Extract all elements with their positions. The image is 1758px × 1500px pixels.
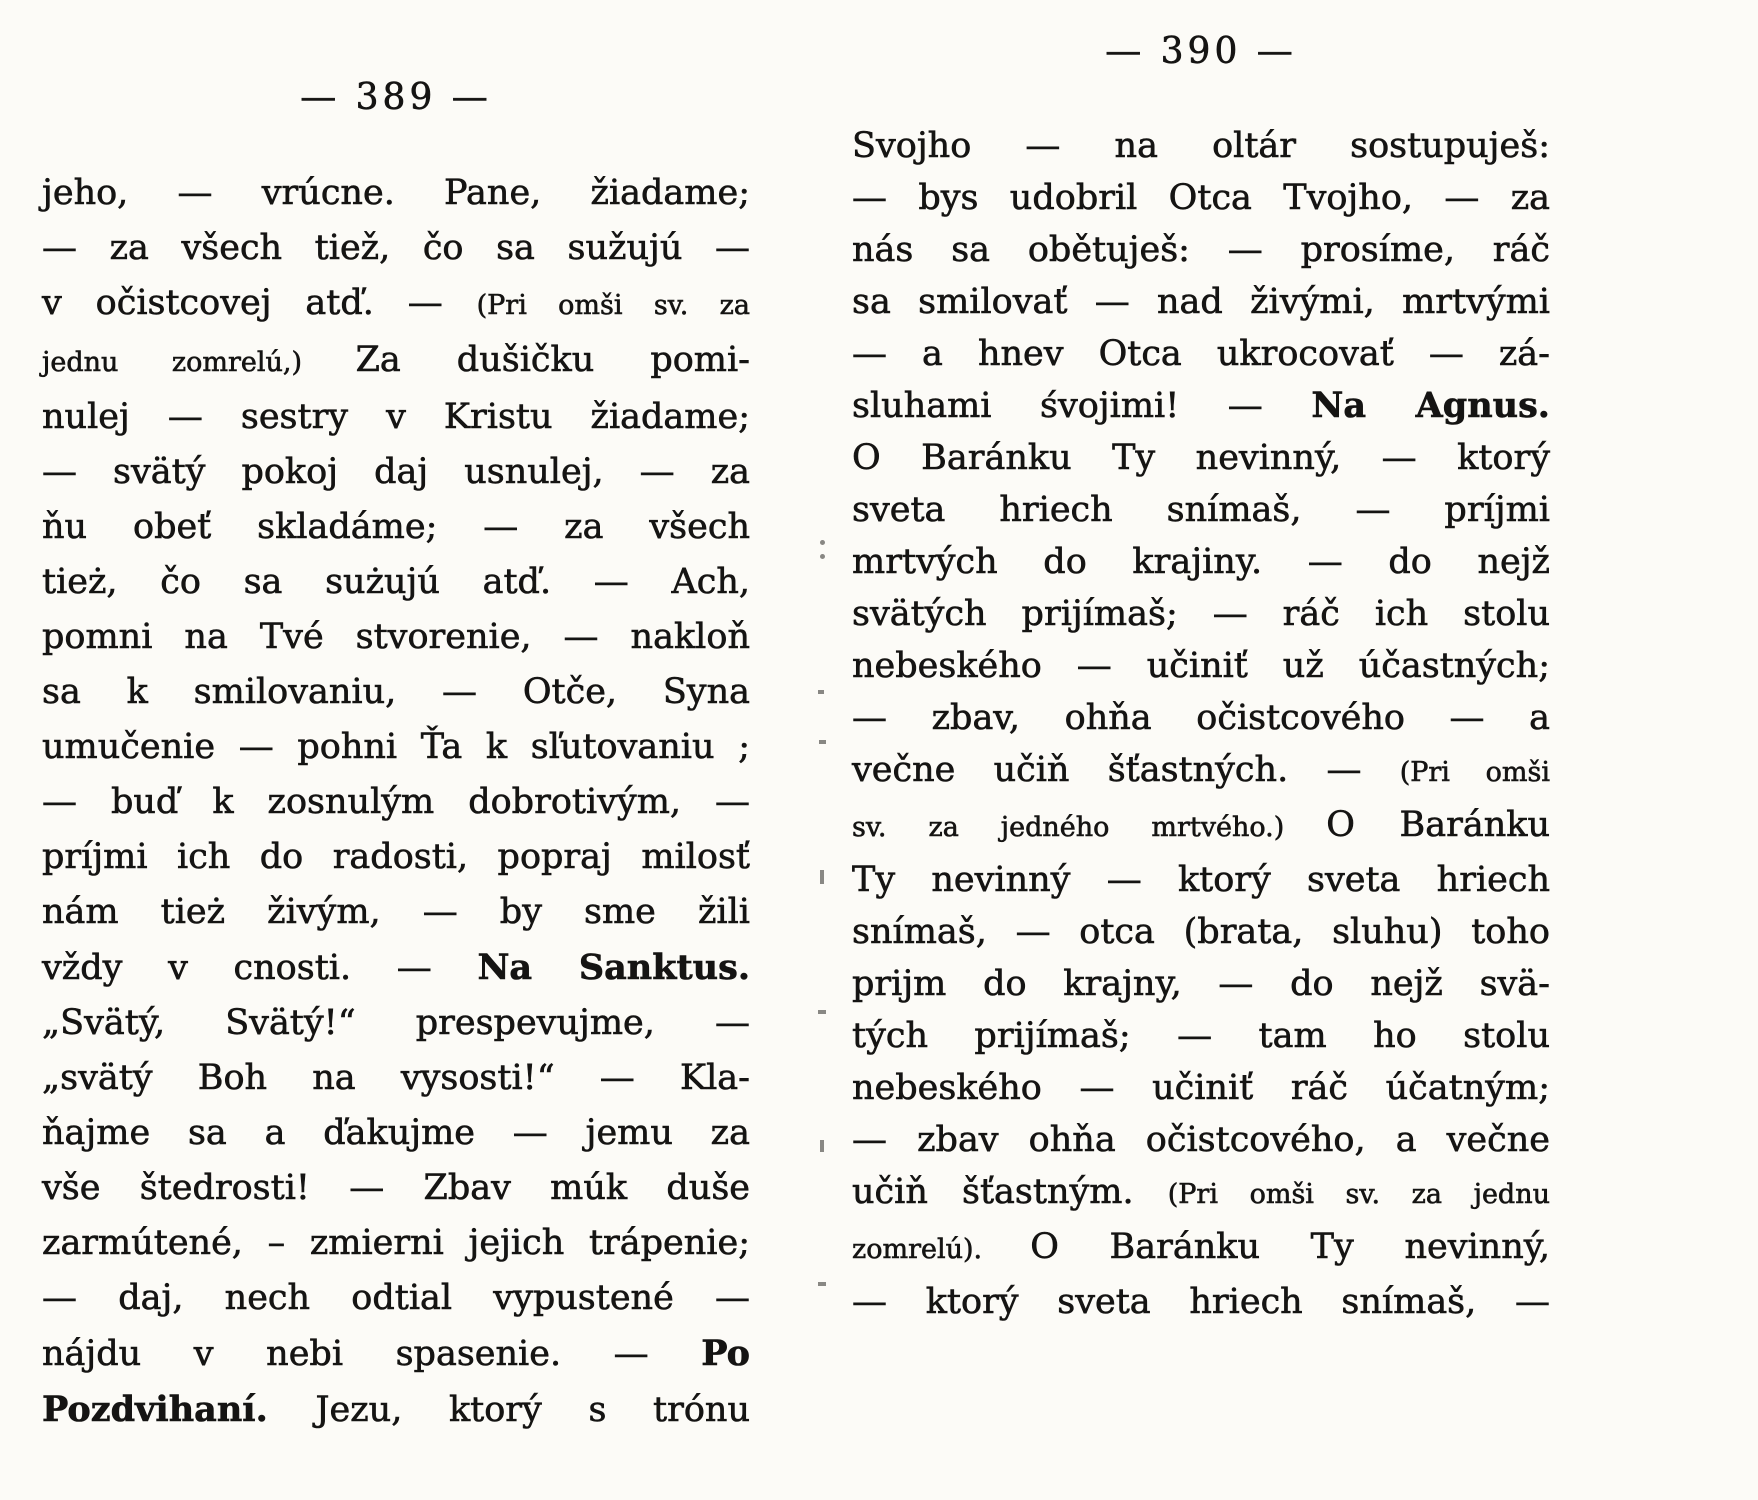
- body-text: jeho, — vrúcne. Pane, žiadame;: [42, 173, 750, 213]
- text-line: [852, 906, 1550, 958]
- text-line: [852, 276, 1550, 328]
- text-line: [852, 958, 1550, 1010]
- rubric-small-text: jednu zomrelú,): [42, 347, 356, 378]
- text-line: [852, 1166, 1550, 1221]
- body-text: O Baránku Ty nevinný,: [1030, 1227, 1550, 1267]
- text-line: [42, 1161, 750, 1216]
- bold-run-in: Na Agnus.: [1311, 385, 1550, 426]
- rubric-small-text: (Pri omši sv. za: [476, 290, 750, 321]
- text-line: [852, 744, 1550, 799]
- text-line: [42, 555, 750, 610]
- text-line: [852, 1062, 1550, 1114]
- text-line: [42, 940, 750, 996]
- bold-run-in: Pozdvihaní.: [42, 1389, 316, 1430]
- text-line: [852, 172, 1550, 224]
- text-line: [42, 1382, 750, 1438]
- text-line: [852, 484, 1550, 536]
- page-389-text-column: [42, 166, 750, 1438]
- text-line: [852, 640, 1550, 692]
- text-line: [852, 799, 1550, 854]
- text-line: [42, 720, 750, 775]
- body-text: — ktorý sveta hriech snímaš, —: [852, 1282, 1550, 1322]
- rubric-small-text: (Pri omši sv. za jednu: [1167, 1179, 1550, 1210]
- text-line: [42, 1326, 750, 1382]
- body-text: príjmi ich do radosti, popraj milosť: [42, 837, 750, 877]
- body-text: nájdu v nebi spasenie. —: [42, 1334, 702, 1374]
- text-line: [852, 536, 1550, 588]
- body-text: nebeského — učiniť už účastných;: [852, 646, 1550, 686]
- text-line: [852, 588, 1550, 640]
- body-text: tých prijímaš; — tam ho stolu: [852, 1016, 1550, 1056]
- text-line: [42, 445, 750, 500]
- body-text: Jezu, ktorý s trónu: [315, 1390, 750, 1430]
- body-text: prijm do krajny, — do nejž svä-: [852, 964, 1550, 1004]
- text-line: [42, 276, 750, 333]
- text-line: [42, 996, 750, 1051]
- text-line: [852, 224, 1550, 276]
- body-text: — za všech tiež, čo sa sužujú —: [42, 228, 750, 268]
- page-number-left: — 389 —: [300, 77, 492, 118]
- text-line: [42, 665, 750, 720]
- body-text: — a hnev Otca ukrocovať — zá-: [852, 334, 1550, 374]
- body-text: sluhami śvojimi! —: [852, 386, 1312, 426]
- body-text: umučenie — pohni Ťa k sľutovaniu ;: [42, 727, 750, 767]
- body-text: — buď k zosnulým dobrotivým, —: [42, 782, 750, 822]
- text-line: [852, 328, 1550, 380]
- body-text: „svätý Boh na vysosti!“ — Kla-: [42, 1058, 750, 1098]
- body-text: nulej — sestry v Kristu žiadame;: [42, 397, 750, 437]
- page-390-text-column: [852, 120, 1550, 1328]
- text-line: [42, 1051, 750, 1106]
- page-number-right: — 390 —: [1105, 31, 1297, 72]
- body-text: vše štedrosti! — Zbav múk duše: [42, 1168, 750, 1208]
- body-text: Ty nevinný — ktorý sveta hriech: [852, 860, 1550, 900]
- body-text: ňu obeť skladáme; — za všech: [42, 507, 750, 547]
- rubric-small-text: (Pri omši: [1399, 757, 1550, 788]
- text-line: [42, 775, 750, 830]
- text-line: [42, 166, 750, 221]
- body-text: zarmútené, – zmierni jejich trápenie;: [42, 1223, 750, 1263]
- text-line: [42, 885, 750, 940]
- text-line: [852, 1010, 1550, 1062]
- text-line: [42, 1106, 750, 1161]
- body-text: O Baránku Ty nevinný, — ktorý: [852, 438, 1550, 478]
- body-text: Svojho — na oltár sostupuješ:: [852, 126, 1550, 166]
- body-text: večne učiň šťastných. —: [852, 750, 1400, 790]
- body-text: v očistcovej atď. —: [42, 283, 477, 323]
- text-line: [42, 333, 750, 390]
- body-text: — zbav, ohňa očistcového — a: [852, 698, 1550, 738]
- text-line: [42, 1271, 750, 1326]
- body-text: ňajme sa a ďakujme — jemu za: [42, 1113, 750, 1153]
- text-line: [852, 1221, 1550, 1276]
- bold-run-in: Po: [701, 1333, 750, 1374]
- body-text: pomni na Tvé stvorenie, — nakloň: [42, 617, 750, 657]
- text-line: [42, 500, 750, 555]
- body-text: nás sa obětuješ: — prosíme, ráč: [852, 230, 1550, 270]
- bold-run-in: Na Sanktus.: [477, 947, 750, 988]
- text-line: [852, 120, 1550, 172]
- text-line: [852, 854, 1550, 906]
- text-line: [42, 1216, 750, 1271]
- scan-gutter-artifacts: [818, 540, 828, 1300]
- text-line: [42, 610, 750, 665]
- body-text: tież, čo sa sużujú atď. — Ach,: [42, 562, 750, 602]
- body-text: sa smilovať — nad živými, mrtvými: [852, 282, 1550, 322]
- body-text: sveta hriech snímaš, — príjmi: [852, 490, 1550, 530]
- text-line: [852, 1276, 1550, 1328]
- page-389: [42, 76, 750, 1438]
- body-text: nebeského — učiniť ráč účatným;: [852, 1068, 1550, 1108]
- text-line: [852, 432, 1550, 484]
- body-text: Za dušičku pomi-: [355, 340, 751, 380]
- text-line: [852, 692, 1550, 744]
- rubric-small-text: zomrelú).: [852, 1234, 1031, 1265]
- body-text: — bys udobril Otca Tvojho, — za: [852, 178, 1550, 218]
- body-text: mrtvých do krajiny. — do nejž: [852, 542, 1550, 582]
- text-line: [852, 380, 1550, 432]
- text-line: [42, 221, 750, 276]
- body-text: vždy v cnosti. —: [42, 948, 478, 988]
- body-text: — zbav ohňa očistcového, a večne: [852, 1120, 1550, 1160]
- body-text: nám tież živým, — by sme žili: [42, 892, 750, 932]
- body-text: svätých prijímaš; — ráč ich stolu: [852, 594, 1550, 634]
- rubric-small-text: sv. za jedného mrtvého.): [852, 812, 1327, 843]
- text-line: [42, 830, 750, 885]
- body-text: — svätý pokoj daj usnulej, — za: [42, 452, 750, 492]
- body-text: sa k smilovaniu, — Otče, Syna: [42, 672, 750, 712]
- text-line: [42, 390, 750, 445]
- body-text: „Svätý, Svätý!“ prespevujme, —: [42, 1003, 750, 1043]
- body-text: O Baránku: [1326, 805, 1550, 845]
- body-text: snímaš, — otca (brata, sluhu) toho: [852, 912, 1550, 952]
- page-390: [852, 30, 1550, 1328]
- body-text: učiň šťastným.: [852, 1172, 1168, 1212]
- text-line: [852, 1114, 1550, 1166]
- body-text: — daj, nech odtial vypustené —: [42, 1278, 750, 1318]
